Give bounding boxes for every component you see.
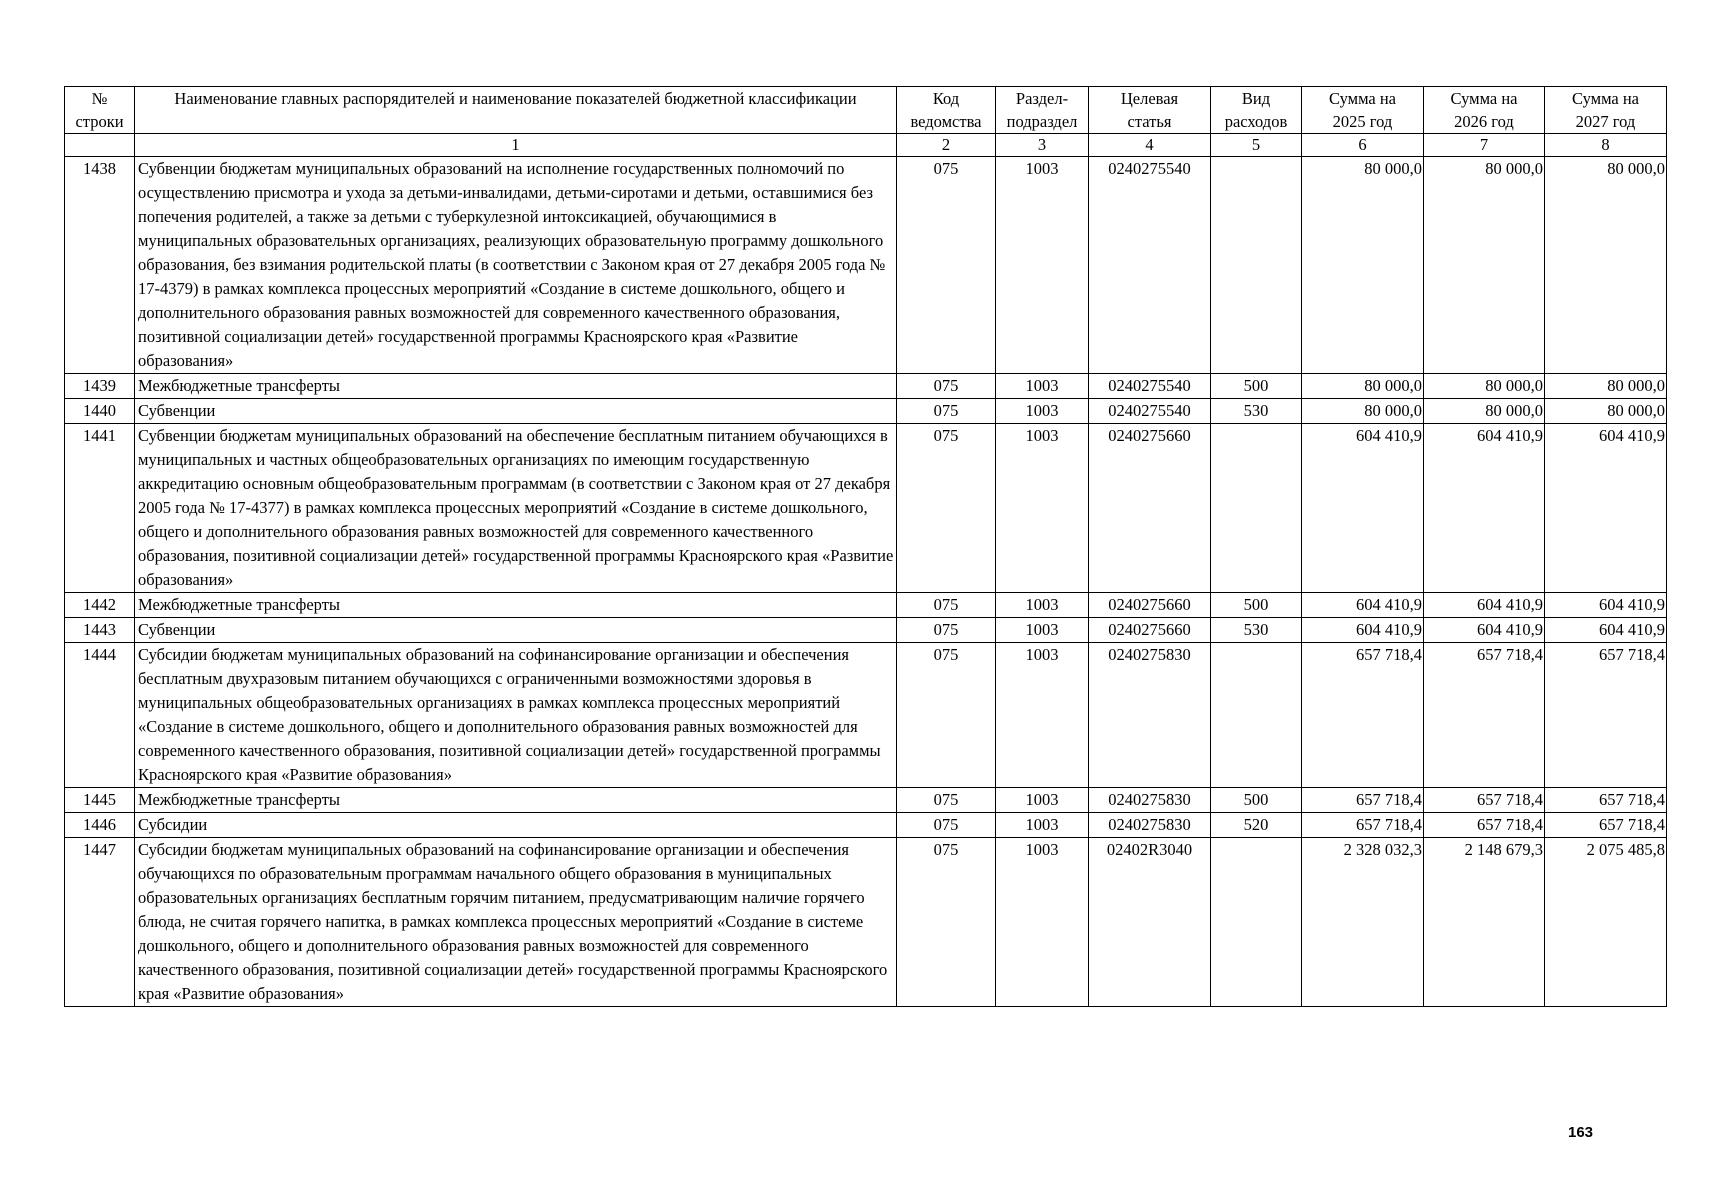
row-sum-2026: 2 148 679,3: [1424, 838, 1545, 1007]
row-sum-2027: 657 718,4: [1545, 788, 1667, 813]
row-sum-2027: 604 410,9: [1545, 618, 1667, 643]
row-dept-code: 075: [897, 618, 996, 643]
row-name: Межбюджетные трансферты: [135, 593, 897, 618]
column-number: 7: [1424, 134, 1545, 157]
row-section: 1003: [996, 618, 1089, 643]
row-number: 1445: [65, 788, 135, 813]
row-section: 1003: [996, 643, 1089, 788]
row-section: 1003: [996, 593, 1089, 618]
table-row: [65, 424, 1667, 593]
row-sum-2027: 604 410,9: [1545, 424, 1667, 593]
row-target-article: 0240275540: [1089, 374, 1211, 399]
row-number: 1446: [65, 813, 135, 838]
row-expense-type: 500: [1211, 593, 1302, 618]
row-sum-2026: 604 410,9: [1424, 593, 1545, 618]
row-section: 1003: [996, 813, 1089, 838]
row-sum-2025: 657 718,4: [1302, 788, 1424, 813]
row-target-article: 0240275660: [1089, 593, 1211, 618]
row-number: 1447: [65, 838, 135, 1007]
row-expense-type: 530: [1211, 399, 1302, 424]
column-number: 8: [1545, 134, 1667, 157]
row-sum-2026: 657 718,4: [1424, 813, 1545, 838]
header-section: Раздел- подраздел: [996, 87, 1089, 134]
row-target-article: 0240275660: [1089, 424, 1211, 593]
table-row: [65, 157, 1667, 374]
row-sum-2027: 657 718,4: [1545, 643, 1667, 788]
row-expense-type: [1211, 838, 1302, 1007]
header-sum-2026: Сумма на 2026 год: [1424, 87, 1545, 134]
row-dept-code: 075: [897, 157, 996, 374]
row-sum-2025: 657 718,4: [1302, 813, 1424, 838]
row-dept-code: 075: [897, 399, 996, 424]
row-section: 1003: [996, 838, 1089, 1007]
column-number-row: [65, 134, 1667, 157]
row-sum-2026: 657 718,4: [1424, 788, 1545, 813]
row-expense-type: [1211, 643, 1302, 788]
row-section: 1003: [996, 424, 1089, 593]
row-sum-2026: 604 410,9: [1424, 424, 1545, 593]
budget-table: [64, 86, 1667, 1007]
header-dept-code: Код ведомства: [897, 87, 996, 134]
page-number: 163: [1568, 1124, 1594, 1141]
row-sum-2026: 657 718,4: [1424, 643, 1545, 788]
table-row: [65, 838, 1667, 1007]
header-sum-2025: Сумма на 2025 год: [1302, 87, 1424, 134]
row-expense-type: 520: [1211, 813, 1302, 838]
row-section: 1003: [996, 374, 1089, 399]
row-target-article: 0240275830: [1089, 643, 1211, 788]
row-expense-type: [1211, 424, 1302, 593]
row-name: Субвенции: [135, 399, 897, 424]
table-row: [65, 788, 1667, 813]
row-expense-type: 500: [1211, 374, 1302, 399]
row-expense-type: 530: [1211, 618, 1302, 643]
column-number: 6: [1302, 134, 1424, 157]
row-sum-2027: 604 410,9: [1545, 593, 1667, 618]
row-target-article: 0240275830: [1089, 813, 1211, 838]
row-sum-2025: 657 718,4: [1302, 643, 1424, 788]
row-sum-2027: 80 000,0: [1545, 374, 1667, 399]
column-number: 1: [135, 134, 897, 157]
row-section: 1003: [996, 788, 1089, 813]
table-row: [65, 618, 1667, 643]
row-sum-2025: 2 328 032,3: [1302, 838, 1424, 1007]
row-name: Субвенции бюджетам муниципальных образований на обеспечение бесплатным питанием обучающихся в муниципальных и частных общеобразовательных организациях по имеющим государственную аккредитацию основным общеобразовательным программам (в соответствии с Законом края от 27 декабря 2005 года № 17-4377) в рамках комплекса процессных мероприятий «Создание в системе дошкольного, общего и дополнительного образования равных возможностей для современного качественного образования, позитивной социализации детей» государственной программы Красноярского края «Развитие образования»: [135, 424, 897, 593]
row-number: 1440: [65, 399, 135, 424]
header-name: Наименование главных распорядителей и наименование показателей бюджетной классификации: [135, 87, 897, 134]
row-dept-code: 075: [897, 813, 996, 838]
row-sum-2027: 80 000,0: [1545, 399, 1667, 424]
table-row: [65, 374, 1667, 399]
table-row: [65, 813, 1667, 838]
row-name: Субвенции бюджетам муниципальных образований на исполнение государственных полномочий по осуществлению присмотра и ухода за детьми-инвалидами, детьми-сиротами и детьми, оставшимися без попечения родителей, а также за детьми с туберкулезной интоксикацией, обучающимися в муниципальных образовательных организациях, реализующих образовательную программу дошкольного образования, без взимания родительской платы (в соответствии с Законом края от 27 декабря 2005 года № 17-4379) в рамках комплекса процессных мероприятий «Создание в системе дошкольного, общего и дополнительного образования равных возможностей для современного качественного образования, позитивной социализации детей» государственной программы Красноярского края «Развитие образования»: [135, 157, 897, 374]
row-expense-type: [1211, 157, 1302, 374]
header-expense-type: Вид расходов: [1211, 87, 1302, 134]
row-number: 1444: [65, 643, 135, 788]
table-row: [65, 593, 1667, 618]
row-sum-2025: 604 410,9: [1302, 593, 1424, 618]
row-sum-2026: 80 000,0: [1424, 157, 1545, 374]
row-target-article: 0240275540: [1089, 399, 1211, 424]
row-sum-2026: 80 000,0: [1424, 374, 1545, 399]
column-number: 5: [1211, 134, 1302, 157]
row-dept-code: 075: [897, 838, 996, 1007]
row-dept-code: 075: [897, 374, 996, 399]
row-number: 1439: [65, 374, 135, 399]
row-sum-2025: 604 410,9: [1302, 618, 1424, 643]
row-target-article: 02402R3040: [1089, 838, 1211, 1007]
row-dept-code: 075: [897, 424, 996, 593]
column-number: 2: [897, 134, 996, 157]
row-sum-2026: 604 410,9: [1424, 618, 1545, 643]
row-name: Субвенции: [135, 618, 897, 643]
row-dept-code: 075: [897, 643, 996, 788]
table-row: [65, 399, 1667, 424]
row-sum-2025: 80 000,0: [1302, 399, 1424, 424]
header-sum-2027: Сумма на 2027 год: [1545, 87, 1667, 134]
column-number: 4: [1089, 134, 1211, 157]
row-name: Субсидии: [135, 813, 897, 838]
row-sum-2025: 604 410,9: [1302, 424, 1424, 593]
row-section: 1003: [996, 399, 1089, 424]
header-row-no: № строки: [65, 87, 135, 134]
row-number: 1438: [65, 157, 135, 374]
row-number: 1443: [65, 618, 135, 643]
row-sum-2027: 80 000,0: [1545, 157, 1667, 374]
row-section: 1003: [996, 157, 1089, 374]
row-target-article: 0240275660: [1089, 618, 1211, 643]
row-name: Субсидии бюджетам муниципальных образований на софинансирование организации и обеспечения обучающихся по образовательным программам начального общего образования в муниципальных образовательных организациях бесплатным горячим питанием, предусматривающим наличие горячего блюда, не считая горячего напитка, в рамках комплекса процессных мероприятий «Создание в системе дошкольного, общего и дополнительного образования равных возможностей для современного качественного образования, позитивной социализации детей» государственной программы Красноярского края «Развитие образования»: [135, 838, 897, 1007]
row-expense-type: 500: [1211, 788, 1302, 813]
row-target-article: 0240275540: [1089, 157, 1211, 374]
row-sum-2026: 80 000,0: [1424, 399, 1545, 424]
row-number: 1441: [65, 424, 135, 593]
row-dept-code: 075: [897, 593, 996, 618]
row-sum-2027: 2 075 485,8: [1545, 838, 1667, 1007]
row-name: Субсидии бюджетам муниципальных образований на софинансирование организации и обеспечения бесплатным двухразовым питанием обучающихся с ограниченными возможностями здоровья в муниципальных общеобразовательных организациях в рамках комплекса процессных мероприятий «Создание в системе дошкольного, общего и дополнительного образования равных возможностей для современного качественного образования, позитивной социализации детей» государственной программы Красноярского края «Развитие образования»: [135, 643, 897, 788]
row-sum-2025: 80 000,0: [1302, 157, 1424, 374]
row-name: Межбюджетные трансферты: [135, 374, 897, 399]
column-number: 3: [996, 134, 1089, 157]
row-sum-2027: 657 718,4: [1545, 813, 1667, 838]
row-target-article: 0240275830: [1089, 788, 1211, 813]
row-number: 1442: [65, 593, 135, 618]
header-target-article: Целевая статья: [1089, 87, 1211, 134]
row-dept-code: 075: [897, 788, 996, 813]
header-row: [65, 87, 1667, 134]
row-name: Межбюджетные трансферты: [135, 788, 897, 813]
row-sum-2025: 80 000,0: [1302, 374, 1424, 399]
table-row: [65, 643, 1667, 788]
column-number-blank: [65, 134, 135, 157]
